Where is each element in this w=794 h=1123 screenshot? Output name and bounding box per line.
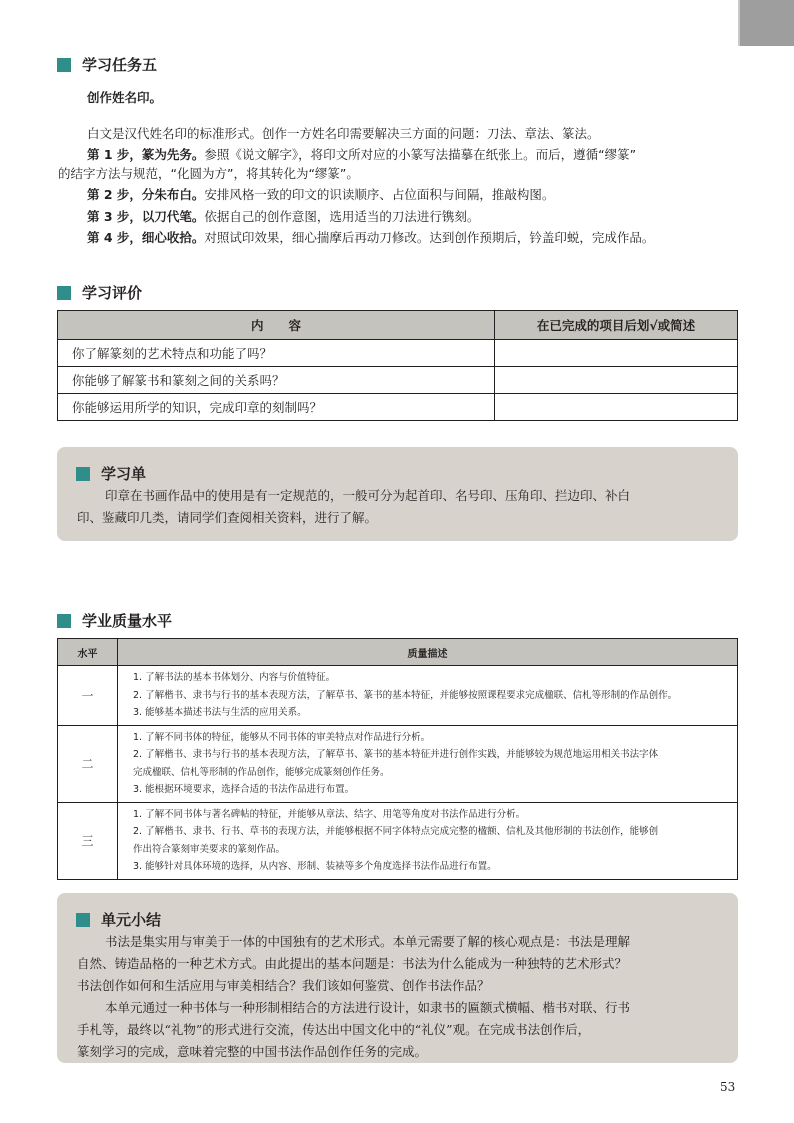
- evaluation-title: 学习评价: [82, 284, 143, 302]
- task-subtitle: 创作姓名印。: [87, 90, 163, 105]
- task-step1-line: [87, 145, 636, 164]
- worksheet-panel: [57, 447, 738, 541]
- section-square-icon: [76, 913, 90, 927]
- step1-text: 参照《说文解字》，将印文所对应的小篆写法描摹在纸张上。而后，遵循“缪篆”: [204, 147, 637, 162]
- answer-cell[interactable]: [495, 340, 738, 367]
- description-line: 3. 能够针对具体环境的选择，从内容、形制、装裱等多个角度选择书法作品进行布置。: [133, 861, 497, 872]
- evaluation-question: 你能够了解篆书和篆刻之间的关系吗？: [58, 367, 495, 394]
- description-line: 3. 能够基本描述书法与生活的应用关系。: [133, 707, 307, 718]
- summary-line-1: 书法是集实用与审美于一体的中国独有的艺术形式。本单元需要了解的核心观点是：书法是理解: [105, 934, 631, 949]
- evaluation-question: 你能够运用所学的知识，完成印章的刻制吗？: [58, 394, 495, 421]
- description-cell: [118, 802, 738, 879]
- task-title: 学习任务五: [82, 56, 158, 74]
- description-line: 完成楹联、信札等形制的作品创作，能够完成篆刻创作任务。: [133, 766, 390, 778]
- task-step3-line: [87, 207, 479, 226]
- step3-text: 依据自己的创作意图，选用适当的刀法进行镌刻。: [204, 209, 480, 224]
- step4-text: 对照试印效果，细心揣摩后再动刀修改。达到创作预期后，钤盖印蜕，完成作品。: [204, 230, 655, 245]
- col-level-header: 水平: [58, 639, 118, 666]
- section-square-icon: [57, 58, 71, 72]
- summary-title: 单元小结: [101, 911, 162, 929]
- page-number: 53: [720, 1080, 736, 1094]
- level-cell: 二: [58, 725, 118, 802]
- description-line: 1. 了解不同书体与著名碑帖的特征，并能够从章法、结字、用笔等角度对书法作品进行分析。: [133, 808, 526, 820]
- description-line: 2. 了解楷书、隶书、行书、草书的表现方法，并能够根据不同字体特点完成完整的楹额、信札及其他形制的书法创作，能够创: [133, 826, 659, 837]
- section-square-icon: [76, 467, 90, 481]
- evaluation-header-row: [58, 311, 738, 340]
- task-heading: [57, 54, 157, 75]
- task-step4-line: [87, 228, 654, 247]
- worksheet-title: 学习单: [101, 465, 147, 483]
- step1-head: 第 1 步，篆为先务。: [87, 147, 205, 162]
- step4-head: 第 4 步，细心收拾。: [87, 230, 205, 245]
- summary-line-5: 手札等，最终以“礼物”的形式进行交流，传达出中国文化中的“礼仪”观。在完成书法创作后，: [77, 1022, 591, 1037]
- description-cell: [118, 725, 738, 802]
- step3-head: 第 3 步，以刀代笔。: [87, 209, 205, 224]
- step2-text: 安排风格一致的印文的识读顺序、占位面积与间隔，推敲构图。: [204, 187, 555, 202]
- table-row: [58, 666, 738, 726]
- worksheet-line-2: 印、鉴藏印几类，请同学们查阅相关资料，进行了解。: [77, 510, 378, 525]
- description-cell: [118, 666, 738, 726]
- table-row: [58, 725, 738, 802]
- description-line: 作出符合篆刻审美要求的篆刻作品。: [133, 843, 286, 855]
- evaluation-question: 你了解篆刻的艺术特点和功能了吗？: [58, 340, 495, 367]
- section-square-icon: [57, 286, 71, 300]
- section-square-icon: [57, 614, 71, 628]
- summary-line-6: 篆刻学习的完成，意味着完整的中国书法作品创作任务的完成。: [77, 1044, 428, 1059]
- description-line: 1. 了解书法的基本书体划分、内容与价值特征。: [133, 672, 336, 683]
- worksheet-line-1: 印章在书画作品中的使用是有一定规范的，一般可分为起首印、名号印、压角印、拦边印、补白: [105, 488, 631, 503]
- col-mark-header: 在已完成的项目后划√或简述: [495, 311, 738, 340]
- evaluation-table: [57, 310, 738, 421]
- summary-line-3: 书法创作如何和生活应用与审美相结合？我们该如何鉴赏、创作书法作品？: [77, 978, 490, 993]
- summary-line-4: 本单元通过一种书体与一种形制相结合的方法进行设计，如隶书的匾额式横幅、楷书对联、行书: [105, 1000, 631, 1015]
- table-row: [58, 802, 738, 879]
- description-line: 3. 能根据环境要求，选择合适的书法作品进行布置。: [133, 784, 355, 795]
- description-line: 1. 了解不同书体的特征，能够从不同书体的审美特点对作品进行分析。: [133, 731, 431, 743]
- page-corner-tab: [738, 0, 794, 46]
- table-row: [58, 340, 738, 367]
- evaluation-heading: [57, 282, 142, 303]
- table-row: [58, 394, 738, 421]
- worksheet-heading: [76, 463, 146, 484]
- description-line: 2. 了解楷书、隶书与行书的基本表现方法，了解草书、篆书的基本特征，并能够按照课程要求完成楹联、信札等形制的作品创作。: [133, 689, 678, 701]
- task-intro: 白文是汉代姓名印的标准形式。创作一方姓名印需要解决三方面的问题：刀法、章法、篆法。: [87, 126, 600, 141]
- answer-cell[interactable]: [495, 394, 738, 421]
- task-step1-cont: 的结字方法与规范，“化圆为方”，将其转化为“缪篆”。: [58, 166, 359, 181]
- col-content-header: 内 容: [58, 311, 495, 340]
- level-cell: 三: [58, 802, 118, 879]
- summary-panel: [57, 893, 738, 1063]
- task-step2-line: [87, 185, 554, 204]
- answer-cell[interactable]: [495, 367, 738, 394]
- level-cell: 一: [58, 666, 118, 726]
- step2-head: 第 2 步，分朱布白。: [87, 187, 205, 202]
- description-line: 2. 了解楷书、隶书与行书的基本表现方法，了解草书、篆书的基本特征并进行创作实践，并能够较为规范地运用相关书法字体: [133, 749, 659, 760]
- quality-table: [57, 638, 738, 880]
- quality-heading: [57, 610, 172, 631]
- quality-title: 学业质量水平: [82, 612, 173, 630]
- summary-line-2: 自然、铸造品格的一种艺术方式。由此提出的基本问题是：书法为什么能成为一种独特的艺术形式？: [77, 956, 628, 971]
- table-row: [58, 367, 738, 394]
- quality-header-row: [58, 639, 738, 666]
- summary-heading: [76, 909, 161, 930]
- col-desc-header: 质量描述: [118, 639, 738, 666]
